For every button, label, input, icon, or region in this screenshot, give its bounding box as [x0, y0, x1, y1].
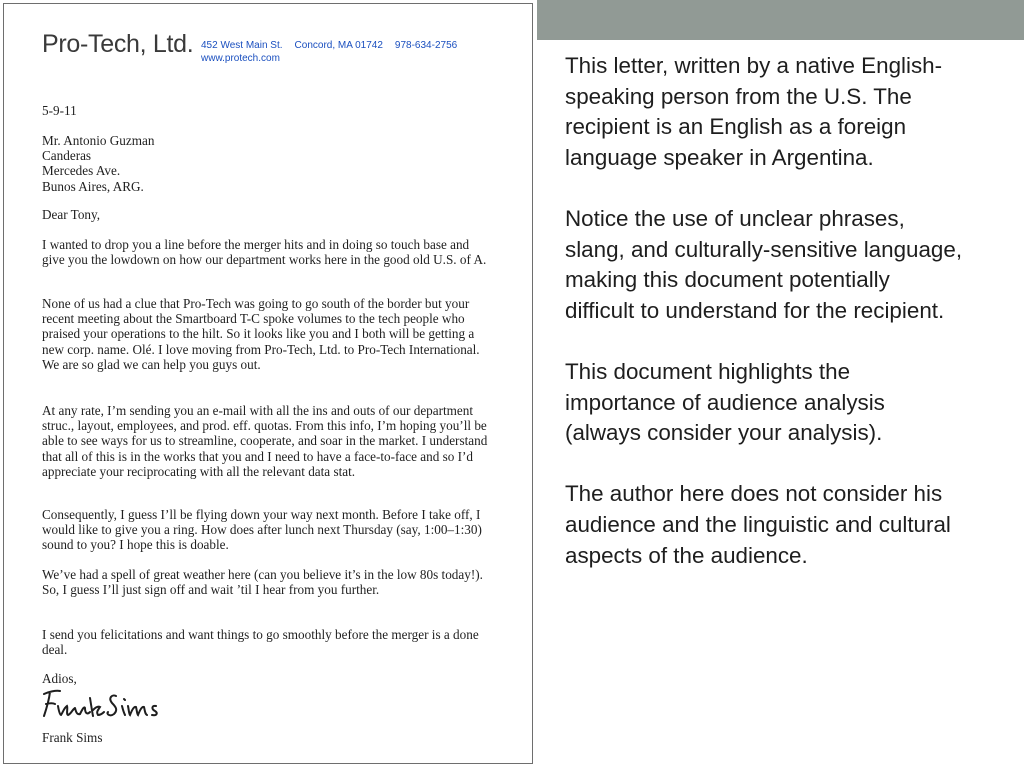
letter-paragraph: At any rate, I’m sending you an e-mail with all the ins and outs of our department struc., layout, employees, and prod. eff. quotas. From this info, I’m hoping you’ll be able to see ways for us to streamline, cooperate, and soar in the market. I understand that all of this is in the works that you and I need to have a face-to-face and so I’d appreciate your reciprocating with all the relevant data stat.	[42, 403, 488, 479]
letterhead-address: 452 West Main St.	[201, 40, 283, 51]
recipient-line: Mercedes Ave.	[42, 163, 121, 179]
header-bar	[537, 0, 1024, 40]
letterhead-website: www.protech.com	[201, 53, 280, 64]
recipient-address	[42, 133, 154, 194]
commentary	[565, 51, 965, 602]
letter-paragraph: We’ve had a spell of great weather here (can you believe it’s in the low 80s today!). So, I guess I’ll just sign off and wait ’til I hear from you further.	[42, 567, 483, 598]
letter-salutation: Dear Tony,	[42, 207, 101, 222]
commentary-paragraph: This document highlights the importance of audience analysis (always consider your analysis).	[565, 358, 885, 446]
recipient-line: Canderas	[42, 148, 92, 164]
recipient-line: Mr. Antonio Guzman	[42, 133, 155, 148]
company-logo: Pro-Tech, Ltd.	[42, 30, 194, 58]
printed-name: Frank Sims	[42, 730, 103, 745]
letter	[42, 30, 502, 745]
handwritten-signature	[38, 684, 168, 729]
letter-image	[3, 3, 533, 764]
letter-date: 5-9-11	[42, 103, 77, 118]
letterhead-phone: 978-634-2756	[394, 40, 458, 51]
commentary-paragraph: The author here does not consider his audience and the linguistic and cultural aspects of the audience.	[565, 481, 951, 568]
commentary-paragraph: This letter, written by a native English-speaking person from the U.S. The recipient is an English as a foreign language speaker in Argentina.	[565, 53, 943, 170]
divider	[533, 40, 535, 768]
letterhead	[42, 30, 502, 70]
letter-closing: Adios,	[42, 671, 77, 686]
letterhead-contact	[201, 39, 469, 65]
recipient-line: Bunos Aires, ARG.	[42, 178, 144, 194]
letter-paragraph: I send you felicitations and want things to go smoothly before the merger is a done deal.	[42, 627, 479, 658]
letter-paragraph: None of us had a clue that Pro-Tech was going to go south of the border but your recent meeting about the Smartboard T-C spoke volumes to the tech people who praised your operations to the hilt. So it looks like you and I both will be getting a new corp. name. Olé. I love moving from Pro-Tech, Ltd. to Pro-Tech International. We are so glad we can help you guys out.	[42, 296, 480, 372]
commentary-paragraph: Notice the use of unclear phrases, slang, and culturally-sensitive language, making this document potentially difficult to understand for the recipient.	[565, 205, 963, 323]
letterhead-city: Concord, MA 01742	[294, 40, 383, 51]
letter-paragraph: Consequently, I guess I’ll be flying down your way next month. Before I take off, I would like to give you a ring. How does after lunch next Thursday (say, 1:00–1:30) sound to you? I hope this is doable.	[42, 507, 482, 553]
letter-paragraph: I wanted to drop you a line before the merger hits and in doing so touch base and give you the lowdown on how our department works here in the good old U.S. of A.	[42, 237, 487, 268]
